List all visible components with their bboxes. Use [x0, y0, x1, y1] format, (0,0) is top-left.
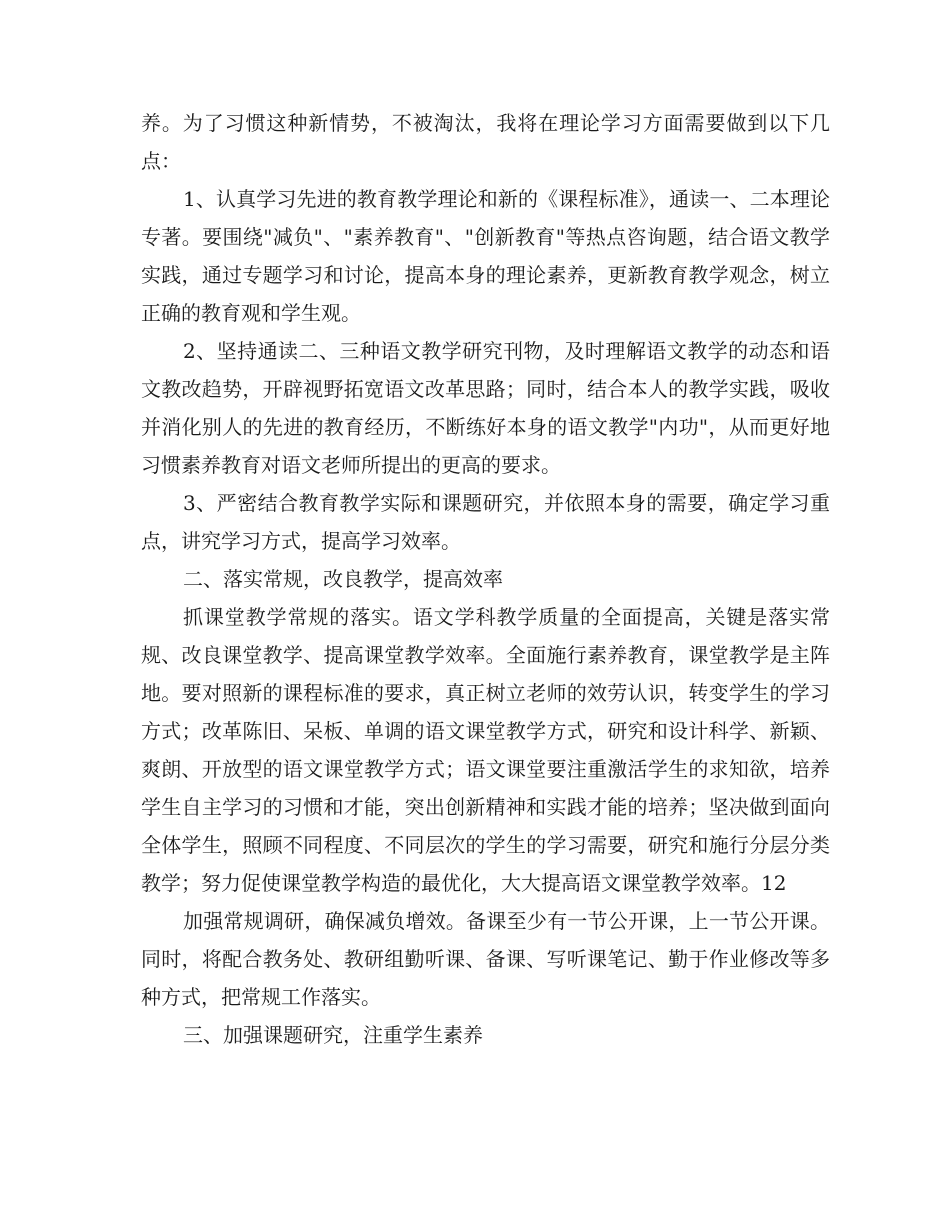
- paragraph-routine-research: 加强常规调研，确保减负增效。备课至少有一节公开课，上一节公开课。同时，将配合教务处、教研组勤听课、备课、写听课笔记、勤于作业修改等多种方式，把常规工作落实。: [141, 909, 830, 1009]
- section-heading-2: 二、落实常规，改良教学，提高效率: [183, 567, 503, 591]
- paragraph-item-1: 1、认真学习先进的教育教学理论和新的《课程标准》，通读一、二本理论专著。要围绕"减负"、"素养教育"、"创新教育"等热点咨询题，结合语文教学实践，通过专题学习和讨论，提高本身的理论素养，更新教育教学观念，树立正确的教育观和学生观。: [141, 187, 830, 325]
- section-heading-3: 三、加强课题研究，注重学生素养: [183, 1023, 483, 1047]
- paragraph-item-2: 2、坚持通读二、三种语文教学研究刊物，及时理解语文教学的动态和语文教改趋势，开辟视野拓宽语文改革思路；同时，结合本人的教学实践，吸收并消化别人的先进的教育经历，不断练好本身的语文教学"内功"，从而更好地习惯素养教育对语文老师所提出的更高的要求。: [141, 339, 830, 477]
- paragraph-item-3: 3、严密结合教育教学实际和课题研究，并依照本身的需要，确定学习重点，讲究学习方式，提高学习效率。: [141, 491, 830, 553]
- paragraph-intro: 养。为了习惯这种新情势，不被淘汰，我将在理论学习方面需要做到以下几点：: [141, 111, 830, 173]
- paragraph-classroom-routine: 抓课堂教学常规的落实。语文学科教学质量的全面提高，关键是落实常规、改良课堂教学、提高课堂教学效率。全面施行素养教育，课堂教学是主阵地。要对照新的课程标准的要求，真正树立老师的效劳认识，转变学生的学习方式；改革陈旧、呆板、单调的语文课堂教学方式，研究和设计科学、新颖、爽朗、开放型的语文课堂教学方式；语文课堂要注重激活学生的求知欲，培养学生自主学习的习惯和才能，突出创新精神和实践才能的培养；坚决做到面向全体学生，照顾不同程度、不同层次的学生的学习需要，研究和施行分层分类教学；努力促使课堂教学构造的最优化，大大提高语文课堂教学效率。12: [141, 605, 830, 895]
